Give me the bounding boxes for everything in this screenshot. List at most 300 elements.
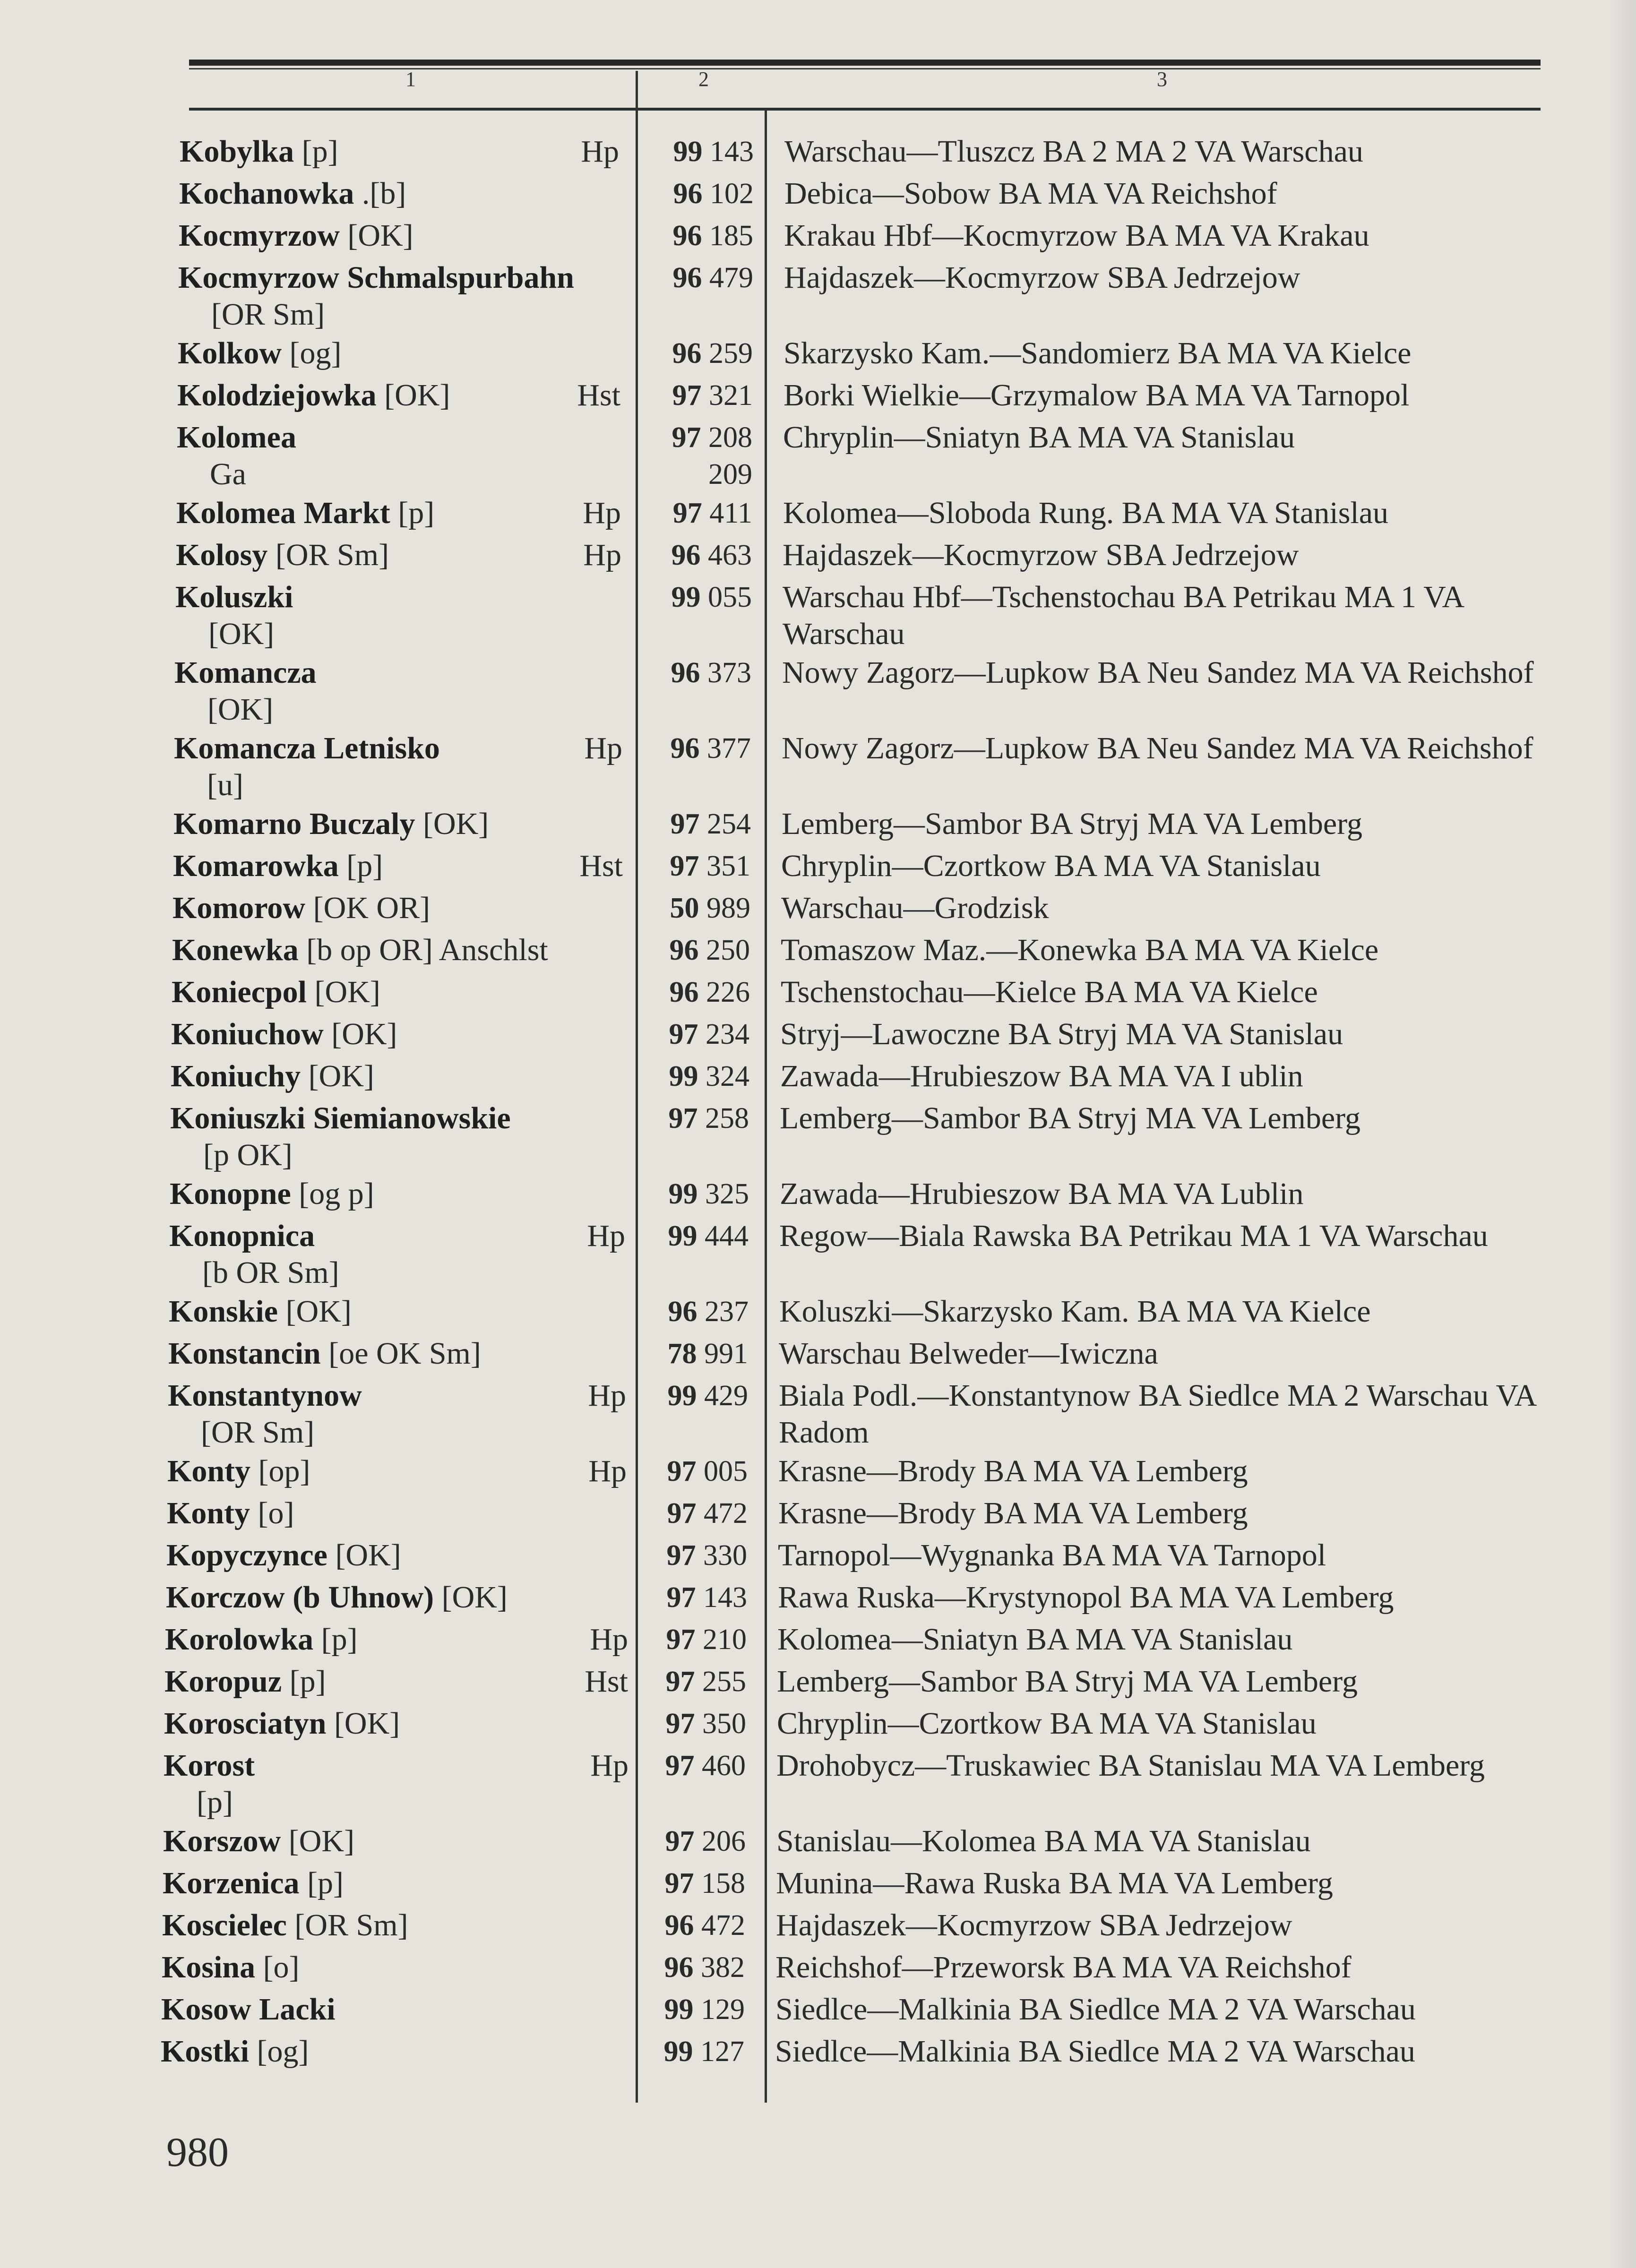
station-code-number: 321 <box>709 379 753 412</box>
station-name-line2: [p OK] <box>203 1138 293 1172</box>
station-tag: [OK] <box>335 1538 401 1572</box>
station-code <box>641 1016 749 1053</box>
station-code <box>637 1747 746 1784</box>
station-name: Kosina <box>162 1950 256 1984</box>
table-row <box>0 133 1636 175</box>
station-tag: [OK] <box>285 1294 352 1329</box>
station-code-number: 411 <box>709 497 752 529</box>
station-code-prefix: 99 <box>668 1178 698 1210</box>
station-name: Koniuchow <box>171 1017 324 1051</box>
station-code-number: 206 <box>702 1825 746 1857</box>
station-tag: [OR Sm] <box>294 1908 408 1942</box>
station-code <box>640 1218 749 1254</box>
station-tag: [OK] <box>422 807 489 841</box>
route-description: Lemberg—Sambor BA Stryj MA VA Lemberg <box>777 1664 1358 1699</box>
station-code <box>637 1705 746 1742</box>
station-name-line2: [b OR Sm] <box>202 1255 339 1290</box>
station-code <box>640 1100 749 1137</box>
station-name: Korzenica <box>163 1866 300 1900</box>
table-row <box>0 1705 1636 1747</box>
table-row <box>0 1865 1636 1907</box>
route-description: Borki Wielkie—Grzymalow BA MA VA Tarnopol <box>784 378 1410 412</box>
route-description: Lemberg—Sambor BA Stryj MA VA Lemberg <box>782 807 1362 841</box>
station-name-line2: [OR Sm] <box>201 1415 315 1450</box>
station-tag: [p] <box>301 134 338 169</box>
station-tag: [op] <box>258 1454 310 1488</box>
station-code-number: 350 <box>702 1708 746 1740</box>
station-type: Hp <box>588 1378 626 1413</box>
station-code-number: 208 <box>708 421 752 454</box>
station-name-cell <box>162 1907 408 1944</box>
station-name: Korosciatyn <box>164 1706 327 1741</box>
station-code <box>639 1377 748 1414</box>
station-name: Kolomea <box>177 420 296 455</box>
station-name: Koropuz <box>164 1664 282 1699</box>
station-name-line2: [u] <box>207 768 243 802</box>
station-name-cell <box>168 1377 362 1451</box>
station-code-prefix: 99 <box>673 136 703 168</box>
station-name-cell <box>175 579 293 653</box>
table-row <box>0 377 1636 419</box>
route-description: Siedlce—Malkinia BA Siedlce MA 2 VA Warschau <box>775 1992 1416 2027</box>
station-tag: [p] <box>307 1866 344 1900</box>
station-name-cell <box>176 537 389 574</box>
table-row <box>0 730 1636 806</box>
station-code <box>640 1293 749 1330</box>
table-row <box>0 419 1636 495</box>
station-type: Hst <box>577 378 620 412</box>
column-number-2: 2 <box>698 68 709 91</box>
page-edge-shadow <box>1608 0 1636 2268</box>
table-row <box>0 1991 1636 2033</box>
station-code-prefix: 96 <box>664 1909 694 1942</box>
station-code <box>645 175 754 212</box>
station-tag: [OK] <box>441 1580 508 1615</box>
table-row <box>0 1016 1636 1058</box>
table-row <box>0 1377 1636 1453</box>
station-code-number: 234 <box>706 1018 749 1050</box>
table-row <box>0 1335 1636 1377</box>
station-code-number: 158 <box>701 1867 745 1899</box>
station-code-number: 005 <box>704 1455 748 1487</box>
station-name: Koniuchy <box>171 1059 301 1093</box>
table-row <box>0 1495 1636 1537</box>
station-name-line2: [p] <box>197 1785 233 1820</box>
station-type: Hp <box>590 1622 628 1657</box>
station-code-number: 463 <box>708 539 752 571</box>
station-code-number: 250 <box>706 934 750 966</box>
station-name: Komarno Buczaly <box>173 807 415 841</box>
station-name-cell <box>162 1949 300 1986</box>
station-code-prefix: 96 <box>670 732 700 765</box>
station-name-cell <box>161 1991 336 2028</box>
station-code-number: 325 <box>705 1178 749 1210</box>
station-tag: [OK OR] <box>313 891 431 925</box>
station-type: Hp <box>584 731 622 765</box>
route-description: Lemberg—Sambor BA Stryj MA VA Lemberg <box>780 1101 1360 1135</box>
station-tag: [p] <box>289 1664 326 1699</box>
station-code-prefix: 99 <box>669 1060 698 1092</box>
station-code-number: 377 <box>707 732 751 765</box>
station-name: Komorow <box>172 891 306 925</box>
station-name-cell <box>174 654 317 728</box>
table-row <box>0 259 1636 335</box>
station-name-cell <box>173 848 383 885</box>
station-code-number: 991 <box>704 1338 748 1370</box>
station-code-prefix: 97 <box>665 1708 695 1740</box>
station-name-cell <box>172 974 380 1011</box>
route-description: Nowy Zagorz—Lupkow BA Neu Sandez MA VA Reichshof <box>782 731 1533 765</box>
station-name: Kostki <box>161 2034 250 2069</box>
station-name-cell <box>178 259 574 333</box>
table-row <box>0 1100 1636 1176</box>
station-code <box>645 133 754 170</box>
station-name-cell <box>172 890 430 927</box>
table-row <box>0 890 1636 932</box>
station-code <box>638 1537 747 1574</box>
route-description: Debica—Sobow BA MA VA Reichshof <box>784 176 1277 211</box>
station-name: Kolosy <box>176 538 268 572</box>
route-description: Chryplin—Sniatyn BA MA VA Stanislau <box>783 420 1295 455</box>
station-code <box>644 419 752 493</box>
station-code-number: 444 <box>705 1220 749 1252</box>
station-code-number: 989 <box>706 892 750 924</box>
route-description: Koluszki—Skarzysko Kam. BA MA VA Kielce <box>779 1294 1371 1329</box>
station-code-number: 429 <box>704 1380 748 1412</box>
station-code-number: 351 <box>706 850 750 882</box>
station-name-cell <box>168 1335 481 1372</box>
route-description: Stanislau—Kolomea BA MA VA Stanislau <box>776 1824 1311 1858</box>
station-code-number: 382 <box>701 1951 745 1984</box>
station-code <box>636 1949 745 1986</box>
station-tag: [og] <box>289 336 342 370</box>
station-code <box>636 2033 744 2070</box>
table-row <box>0 1293 1636 1335</box>
table-row <box>0 175 1636 217</box>
station-tag: [og p] <box>299 1177 374 1211</box>
station-name-cell <box>179 217 413 254</box>
station-code <box>639 1495 748 1532</box>
table-row <box>0 2033 1636 2075</box>
table-row <box>0 974 1636 1016</box>
route-description: Drohobycz—Truskawiec BA Stanislau MA VA Lemberg <box>776 1748 1485 1783</box>
station-code-number: 472 <box>701 1909 745 1942</box>
station-name: Korost <box>164 1748 255 1783</box>
station-tag: [OK] <box>331 1017 397 1051</box>
table-row <box>0 1747 1636 1823</box>
station-code <box>641 974 750 1011</box>
station-code-number: 143 <box>710 136 754 168</box>
station-tag: .[b] <box>362 176 406 211</box>
station-name-cell <box>178 335 342 372</box>
route-description: Kolomea—Sloboda Rung. BA MA VA Stanislau <box>783 496 1389 530</box>
station-code-prefix: 97 <box>666 1624 696 1656</box>
station-code-prefix: 96 <box>669 934 699 966</box>
table-row <box>0 1537 1636 1579</box>
station-tag: [OK] <box>288 1824 355 1858</box>
station-code <box>637 1865 745 1902</box>
station-name-cell <box>177 377 450 414</box>
station-tag: [b op OR] Anschlst <box>306 933 548 967</box>
station-code <box>636 1991 745 2028</box>
station-code-prefix: 97 <box>665 1666 695 1698</box>
station-name-cell <box>179 175 406 212</box>
route-description: Zawada—Hrubieszow BA MA VA I ublin <box>780 1059 1303 1093</box>
table-row <box>0 1907 1636 1949</box>
station-code-prefix: 96 <box>672 337 702 369</box>
station-name-line2: Ga <box>210 457 246 491</box>
table-row <box>0 1176 1636 1218</box>
station-name-cell <box>167 1453 310 1490</box>
station-code-number: 373 <box>707 657 751 689</box>
station-name-cell <box>177 419 296 493</box>
station-tag: [p] <box>398 496 435 530</box>
station-type: Hp <box>583 496 621 530</box>
station-tag: [OK] <box>334 1706 400 1741</box>
table-row <box>0 1663 1636 1705</box>
route-description: Chryplin—Czortkow BA MA VA Stanislau <box>781 849 1321 883</box>
station-name: Konty <box>167 1454 251 1488</box>
station-name: Koluszki <box>175 580 293 614</box>
route-description: Zawada—Hrubieszow BA MA VA Lublin <box>780 1177 1304 1211</box>
table-row <box>0 217 1636 259</box>
route-description: Hajdaszek—Kocmyrzow SBA Jedrzejow <box>784 260 1300 295</box>
station-name: Konopnica <box>169 1219 315 1253</box>
station-tag: [p] <box>346 849 383 883</box>
station-code-prefix: 97 <box>668 1102 698 1134</box>
route-description: Kolomea—Sniatyn BA MA VA Stanislau <box>777 1622 1293 1657</box>
station-code-number: 185 <box>709 220 753 252</box>
station-name: Konopne <box>170 1177 291 1211</box>
station-name: Korolowka <box>165 1622 314 1657</box>
table-row <box>0 1218 1636 1293</box>
station-name-cell <box>170 1176 374 1212</box>
station-name: Kolomea Markt <box>176 496 390 530</box>
station-name-cell <box>170 1100 511 1174</box>
station-name: Kolkow <box>178 336 282 370</box>
column-number-3: 3 <box>1157 68 1167 91</box>
station-code-number: 226 <box>706 976 750 1008</box>
station-name: Kopyczynce <box>166 1538 327 1572</box>
table-row <box>0 1621 1636 1663</box>
route-description: Munina—Rawa Ruska BA MA VA Lemberg <box>776 1866 1333 1900</box>
table-row <box>0 579 1636 654</box>
station-code <box>638 1621 747 1658</box>
station-name-cell <box>169 1218 339 1291</box>
route-description: Biala Podl.—Konstantynow BA Siedlce MA 2 Warschau VA Radom <box>779 1378 1535 1450</box>
station-tag: [OK] <box>308 1059 374 1093</box>
route-description: Tomaszow Maz.—Konewka BA MA VA Kielce <box>781 933 1379 967</box>
station-tag: [og] <box>257 2034 309 2069</box>
station-name: Kochanowka <box>179 176 354 211</box>
station-code <box>644 377 753 414</box>
station-name-cell <box>163 1823 354 1860</box>
station-name-cell <box>161 2033 309 2070</box>
station-name: Konskie <box>169 1294 278 1329</box>
route-description: Tschenstochau—Kielce BA MA VA Kielce <box>781 975 1318 1009</box>
station-name-cell <box>176 495 434 532</box>
station-code-prefix: 97 <box>665 1750 695 1782</box>
station-code-prefix: 96 <box>671 657 700 689</box>
station-code-prefix: 96 <box>672 262 702 294</box>
station-code-number: 330 <box>703 1539 747 1572</box>
header-rule-thick <box>189 60 1541 66</box>
route-description: Chryplin—Czortkow BA MA VA Stanislau <box>777 1706 1317 1741</box>
station-code-number: 143 <box>703 1581 747 1614</box>
station-code-number: 055 <box>708 581 752 613</box>
station-tag: [OK] <box>347 218 413 253</box>
station-code-prefix: 97 <box>670 808 700 840</box>
station-name-cell <box>172 932 548 969</box>
column-number-1: 1 <box>405 68 416 91</box>
route-description: Tarnopol—Wygnanka BA MA VA Tarnopol <box>778 1538 1326 1572</box>
station-name: Komancza <box>174 655 317 690</box>
station-code-prefix: 97 <box>669 1018 698 1050</box>
station-code-prefix: 97 <box>672 421 701 454</box>
table-row <box>0 848 1636 890</box>
station-tag: [OK] <box>384 378 450 412</box>
station-code-prefix: 99 <box>664 1993 694 2026</box>
station-code-number: 258 <box>705 1102 749 1134</box>
station-name-cell <box>164 1705 400 1742</box>
station-code-prefix: 97 <box>672 379 702 412</box>
station-name-cell <box>166 1579 508 1616</box>
station-code <box>639 1335 748 1372</box>
station-code-prefix: 97 <box>666 1539 696 1572</box>
station-code-prefix: 97 <box>665 1825 695 1857</box>
station-tag: [OR Sm] <box>275 538 389 572</box>
station-code-prefix: 97 <box>667 1497 697 1529</box>
route-description: Krasne—Brody BA MA VA Lemberg <box>778 1496 1248 1530</box>
station-code <box>637 1823 746 1860</box>
station-name: Kocmyrzow <box>179 218 340 253</box>
station-code-prefix: 96 <box>672 220 702 252</box>
station-code <box>643 579 752 616</box>
station-code <box>641 932 750 969</box>
station-name-cell <box>169 1293 352 1330</box>
table-row <box>0 806 1636 848</box>
route-description: Skarzysko Kam.—Sandomierz BA MA VA Kielce <box>784 336 1412 370</box>
station-code-number: 255 <box>702 1666 746 1698</box>
station-code <box>641 1058 749 1095</box>
table-row <box>0 335 1636 377</box>
station-code-prefix: 96 <box>669 976 699 1008</box>
station-code <box>637 1663 746 1700</box>
station-name: Komancza Letnisko <box>174 731 440 765</box>
station-name: Konstantynow <box>168 1378 362 1413</box>
route-description: Warschau Hbf—Tschenstochau BA Petrikau MA 1 VA Warschau <box>783 580 1463 651</box>
station-code-number: 127 <box>700 2036 744 2068</box>
station-name: Koscielec <box>162 1908 287 1942</box>
station-table <box>0 133 1636 2075</box>
station-name-cell <box>174 730 440 804</box>
station-name: Konstancin <box>168 1336 321 1371</box>
station-name: Kocmyrzow Schmalspurbahn <box>178 260 574 295</box>
station-type: Hp <box>588 1454 627 1488</box>
station-name: Konty <box>167 1496 250 1530</box>
station-code-number: 237 <box>705 1296 749 1328</box>
route-description: Krakau Hbf—Kocmyrzow BA MA VA Krakau <box>784 218 1369 253</box>
station-type: Hp <box>587 1219 625 1253</box>
table-row <box>0 1453 1636 1495</box>
station-code-prefix: 97 <box>670 850 699 882</box>
route-description: Reichshof—Przeworsk BA MA VA Reichshof <box>775 1950 1352 1984</box>
station-code-prefix: 99 <box>663 2036 693 2068</box>
station-name-line2: [OK] <box>208 617 275 651</box>
station-code-prefix: 97 <box>672 497 702 529</box>
station-code <box>642 730 751 767</box>
station-code-prefix: 97 <box>667 1455 697 1487</box>
station-code-number: 479 <box>709 262 753 294</box>
station-name-cell <box>164 1747 255 1821</box>
station-code <box>643 654 751 691</box>
station-code-number: 254 <box>707 808 751 840</box>
station-code <box>643 537 752 574</box>
station-name: Komarowka <box>173 849 339 883</box>
station-code <box>638 1579 747 1616</box>
page-number: 980 <box>166 2130 229 2175</box>
station-code-number: 129 <box>701 1993 745 2026</box>
table-row <box>0 495 1636 537</box>
table-row <box>0 1823 1636 1865</box>
station-name-cell <box>171 1016 397 1053</box>
route-description: Warschau Belweder—Iwiczna <box>779 1336 1158 1371</box>
table-row <box>0 537 1636 579</box>
station-name: Koniuszki Siemianowskie <box>170 1101 511 1135</box>
station-tag: [o] <box>258 1496 294 1530</box>
station-name-cell <box>164 1663 326 1700</box>
station-code-prefix: 99 <box>668 1220 697 1252</box>
station-code <box>645 217 753 254</box>
station-code-prefix: 50 <box>670 892 699 924</box>
station-code-number-2: 209 <box>708 458 752 490</box>
station-name-line2: [OR Sm] <box>211 297 325 332</box>
table-row <box>0 932 1636 974</box>
station-tag: [oe OK Sm] <box>328 1336 481 1371</box>
station-name-cell <box>165 1621 358 1658</box>
station-type: Hp <box>581 134 619 169</box>
station-code <box>644 335 753 372</box>
station-code-number: 460 <box>702 1750 746 1782</box>
station-name: Kobylka <box>180 134 294 169</box>
table-row <box>0 1058 1636 1100</box>
station-code-number: 210 <box>703 1624 747 1656</box>
route-description: Rawa Ruska—Krystynopol BA MA VA Lemberg <box>778 1580 1394 1615</box>
station-name-cell <box>166 1537 401 1574</box>
station-tag: [p] <box>321 1622 358 1657</box>
station-code <box>644 495 752 532</box>
route-description: Hajdaszek—Kocmyrzow SBA Jedrzejow <box>783 538 1299 572</box>
station-code <box>637 1907 745 1944</box>
station-name: Korszow <box>163 1824 281 1858</box>
station-code-prefix: 99 <box>671 581 701 613</box>
station-code <box>642 848 750 885</box>
route-description: Nowy Zagorz—Lupkow BA Neu Sandez MA VA Reichshof <box>782 655 1534 690</box>
station-name: Kosow Lacki <box>161 1992 336 2027</box>
station-type: Hst <box>579 849 623 883</box>
route-description: Warschau—Tluszcz BA 2 MA 2 VA Warschau <box>784 134 1363 169</box>
station-name-cell <box>167 1495 294 1532</box>
station-name: Koniecpol <box>172 975 307 1009</box>
station-code <box>645 259 753 296</box>
header-rule-thin <box>189 68 1541 69</box>
station-code-number: 472 <box>704 1497 748 1529</box>
station-code-number: 324 <box>706 1060 749 1092</box>
station-name: Korczow (b Uhnow) <box>166 1580 434 1615</box>
station-code-prefix: 97 <box>666 1581 696 1614</box>
station-code-number: 259 <box>709 337 753 369</box>
station-name-line2: [OK] <box>207 692 274 727</box>
